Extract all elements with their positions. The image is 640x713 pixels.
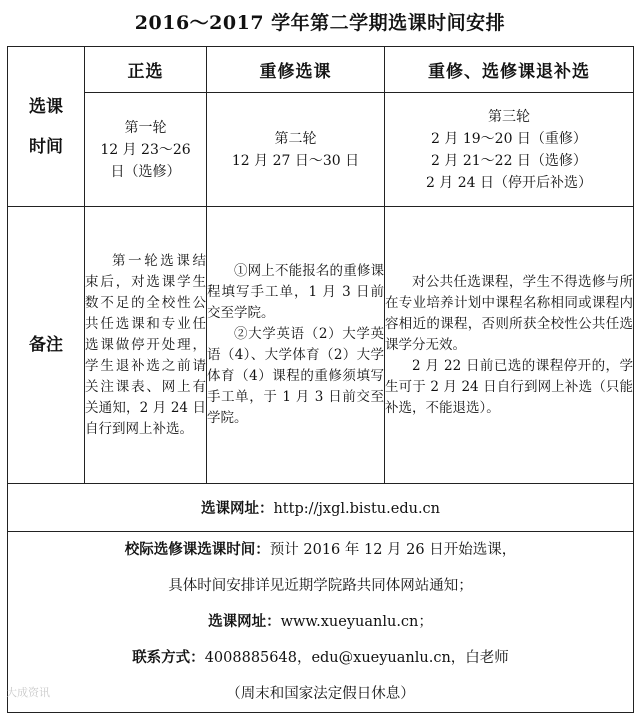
watermark: 大成资讯: [6, 686, 50, 699]
header-corner-cell: [8, 47, 85, 207]
url-value[interactable]: http://jxgl.bistu.edu.cn: [273, 501, 441, 517]
inter-school-contact-line: [8, 640, 633, 676]
header-regular-selection: 正选: [85, 47, 207, 93]
header-drop-add-selection: 重修、选修课退补选: [385, 47, 634, 93]
time-row-label-line1: 选课: [29, 96, 63, 117]
header-retake-selection: 重修选课: [207, 47, 385, 93]
inter-school-url-line: [8, 604, 633, 640]
round2-name: 第二轮: [274, 130, 317, 147]
inter-school-time-value: 预计 2016 年 12 月 26 日开始选课，: [269, 542, 517, 558]
schedule-table: [7, 46, 634, 713]
note-retake-selection: [207, 207, 385, 484]
note-regular-selection: [85, 207, 207, 484]
note3-paragraph2: 2 月 22 日前已选的课程停开的，学生可于 2 月 24 日自行到网上补选（只能补选，不能退选）。: [385, 357, 633, 416]
round2-line1: 12 月 27 日～30 日: [231, 152, 360, 169]
round3-line1: 2 月 19～20 日（重修）: [431, 130, 587, 147]
time-row: [8, 93, 634, 207]
note2-paragraph1: ①网上不能报名的重修课程填写手工单，1 月 3 日前交至学院。: [207, 263, 384, 321]
inter-school-contact-label: 联系方式：: [132, 649, 205, 666]
notes-row: [8, 207, 634, 484]
url-row: [8, 484, 634, 532]
round3-line2: 2 月 21～22 日（选修）: [431, 152, 587, 169]
note-drop-add-selection: [385, 207, 634, 484]
round1-name: 第一轮: [124, 119, 167, 136]
round1-line1: 12 月 23～26: [100, 141, 191, 158]
inter-school-time-line: [8, 532, 633, 568]
url-label: 选课网址：: [200, 500, 274, 517]
inter-school-contact-value: 4008885648，edu@xueyuanlu.cn，白老师: [204, 650, 509, 666]
round3-cell: [385, 93, 634, 207]
inter-school-row: [8, 532, 634, 713]
round1-cell: [85, 93, 207, 207]
note1-text: 第一轮选课结束后，对选课学生数不足的全校性公共任选课和专业任选课做停开处理，学生退补选之前请关注课表、网上有关通知，2 月 24 日自行到网上补选。: [85, 252, 206, 437]
inter-school-holiday-note: （周末和国家法定假日休息）: [226, 686, 415, 702]
note3-paragraph1: 对公共任选课程，学生不得选修与所在专业培养计划中课程名称相同或课程内容相近的课程，否则所获全校性公共任选课学分无效。: [385, 273, 633, 353]
url-cell: [8, 484, 634, 532]
inter-school-url-label: 选课网址：: [208, 613, 281, 630]
round3-line3: 2 月 24 日（停开后补选）: [425, 174, 593, 191]
header-row: [8, 47, 634, 93]
inter-school-detail: 具体时间安排详见近期学院路共同体网站通知；: [168, 578, 473, 594]
note2-paragraph2: ②大学英语（2）大学英语（4）、大学体育（2）大学体育（4）课程的重修须填写手工单，于 1 月 3 日前交至学院。: [207, 326, 384, 426]
inter-school-cell: [8, 532, 634, 713]
notes-row-label: 备注: [8, 207, 85, 484]
round3-name: 第三轮: [488, 108, 530, 125]
time-row-label-line2: 时间: [29, 136, 63, 157]
round2-cell: [207, 93, 385, 207]
page-title: 2016～2017 学年第二学期选课时间安排: [134, 12, 506, 34]
round1-line2: 日（选修）: [110, 163, 181, 180]
inter-school-time-label: 校际选修课选课时间：: [124, 541, 270, 558]
inter-school-url-value[interactable]: www.xueyuanlu.cn；: [280, 614, 433, 630]
